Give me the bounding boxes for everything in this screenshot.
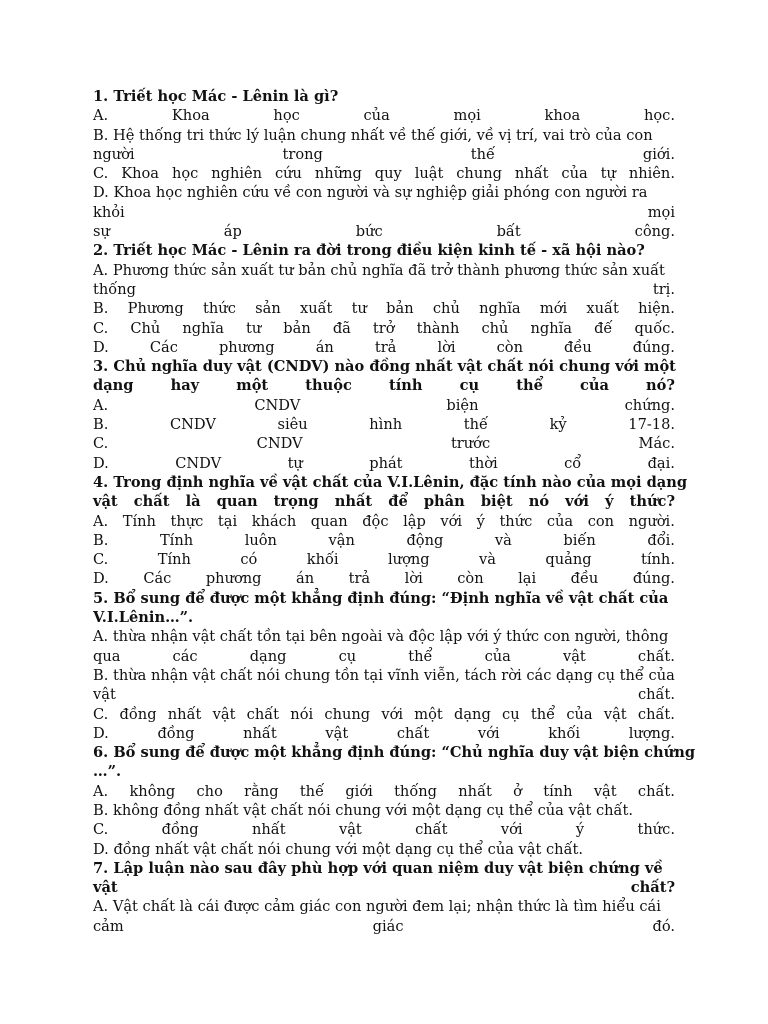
option-line: B. CNDV siêu hình thế kỷ 17-18.	[93, 416, 675, 434]
option-line: C. Chủ nghĩa tư bản đã trở thành chủ nghĩa đế quốc.	[93, 319, 675, 337]
option-line: B. Tính luôn vận động và biến đổi.	[93, 531, 675, 549]
option-line: C. CNDV trước Mác.	[93, 435, 675, 453]
question-line	[93, 608, 675, 627]
question-line	[93, 241, 675, 260]
option-line: cảm giác đó.	[93, 917, 675, 935]
option-line	[93, 666, 675, 685]
question-number: 1.	[93, 88, 114, 105]
option-line	[93, 627, 675, 646]
question-line	[93, 87, 675, 106]
option-line: A. CNDV biện chứng.	[93, 396, 675, 414]
option-text: A. Vật chất là cái được cảm giác con người đem lại; nhận thức là tìm hiểu cái	[93, 898, 661, 916]
question-line	[93, 743, 696, 762]
option-text: D. đồng nhất vật chất nói chung với một dạng cụ thể của vật chất.	[93, 840, 584, 858]
question-text: Bổ sung để được một khẳng định đúng: “Chủ nghĩa duy vật biện chứng	[113, 744, 696, 762]
question-text: Bổ sung để được một khẳng định đúng: “Định nghĩa về vật chất của	[113, 589, 669, 607]
option-line: D. đồng nhất vật chất với khối lượng.	[93, 724, 675, 742]
option-text: B. thừa nhận vật chất nói chung tồn tại vĩnh viễn, tách rời các dạng cụ thể của	[93, 666, 675, 684]
question-number: 6.	[93, 744, 114, 762]
option-line: C. Tính có khối lượng và quảng tính.	[93, 551, 675, 569]
option-text: A. Phương thức sản xuất tư bản chủ nghĩa đã trở thành phương thức sản xuất	[93, 261, 665, 279]
question-line	[93, 357, 675, 376]
option-line: C. đồng nhất vật chất với ý thức.	[93, 821, 675, 839]
question-text: V.I.Lênin…”.	[93, 609, 194, 627]
document-page	[93, 87, 696, 936]
question-number: 4.	[93, 473, 114, 491]
question-line	[93, 859, 675, 878]
option-line	[93, 840, 675, 859]
option-line: D. CNDV tự phát thời cổ đại.	[93, 454, 675, 472]
option-text: A. thừa nhận vật chất tồn tại bên ngoài và độc lập với ý thức con người, thông	[93, 628, 669, 646]
question-line: dạng hay một thuộc tính cụ thể của nó?	[93, 377, 675, 395]
option-text: B. Hệ thống tri thức lý luận chung nhất về thế giới, về vị trí, vai trò của con	[93, 126, 653, 144]
option-line: vật chất.	[93, 686, 675, 704]
option-line	[93, 183, 675, 202]
question-number: 3.	[93, 358, 114, 376]
option-line: A. Tính thực tại khách quan độc lập với ý thức của con người.	[93, 512, 675, 530]
question-number: 7.	[93, 859, 114, 877]
question-number: 5.	[93, 589, 114, 607]
option-line: C. Khoa học nghiên cứu những quy luật chung nhất của tự nhiên.	[93, 165, 675, 183]
option-text: D. Khoa học nghiên cứu về con người và sự nghiệp giải phóng con người ra	[93, 184, 648, 202]
option-line: B. Phương thức sản xuất tư bản chủ nghĩa mới xuất hiện.	[93, 300, 675, 318]
question-text: Chủ nghĩa duy vật (CNDV) nào đồng nhất vật chất nói chung với một	[113, 358, 676, 376]
option-line	[93, 126, 675, 145]
option-line	[93, 897, 675, 916]
question-line	[93, 473, 688, 492]
option-line	[93, 801, 675, 820]
question-line: vật chất là quan trọng nhất để phân biệt nó với ý thức?	[93, 493, 675, 511]
option-line: sự áp bức bất công.	[93, 223, 675, 241]
option-line: khỏi mọi	[93, 203, 675, 221]
option-line: D. Các phương án trả lời còn lại đều đúng.	[93, 570, 675, 588]
question-line: …”.	[93, 763, 122, 781]
option-line: D. Các phương án trả lời còn đều đúng.	[93, 338, 675, 356]
option-line: A. Khoa học của mọi khoa học.	[93, 107, 675, 125]
option-line: qua các dạng cụ thể của vật chất.	[93, 647, 675, 665]
option-line: thống trị.	[93, 280, 675, 298]
option-text: B. không đồng nhất vật chất nói chung với một dạng cụ thể của vật chất.	[93, 801, 633, 819]
question-line	[93, 589, 675, 608]
option-line: A. không cho rằng thế giới thống nhất ở tính vật chất.	[93, 782, 675, 800]
option-line: C. đồng nhất vật chất nói chung với một dạng cụ thể của vật chất.	[93, 705, 675, 723]
question-text: Triết học Mác - Lênin là gì?	[113, 88, 339, 105]
question-line: vật chất?	[93, 879, 675, 897]
option-line	[93, 261, 675, 280]
question-text: Trong định nghĩa về vật chất của V.I.Lênin, đặc tính nào của mọi dạng	[113, 473, 688, 491]
question-number: 2.	[93, 242, 114, 260]
question-text: Lập luận nào sau đây phù hợp với quan niệm duy vật biện chứng về	[113, 859, 663, 877]
question-text: Triết học Mác - Lênin ra đời trong điều kiện kinh tế - xã hội nào?	[113, 242, 645, 260]
option-line: người trong thế giới.	[93, 145, 675, 163]
